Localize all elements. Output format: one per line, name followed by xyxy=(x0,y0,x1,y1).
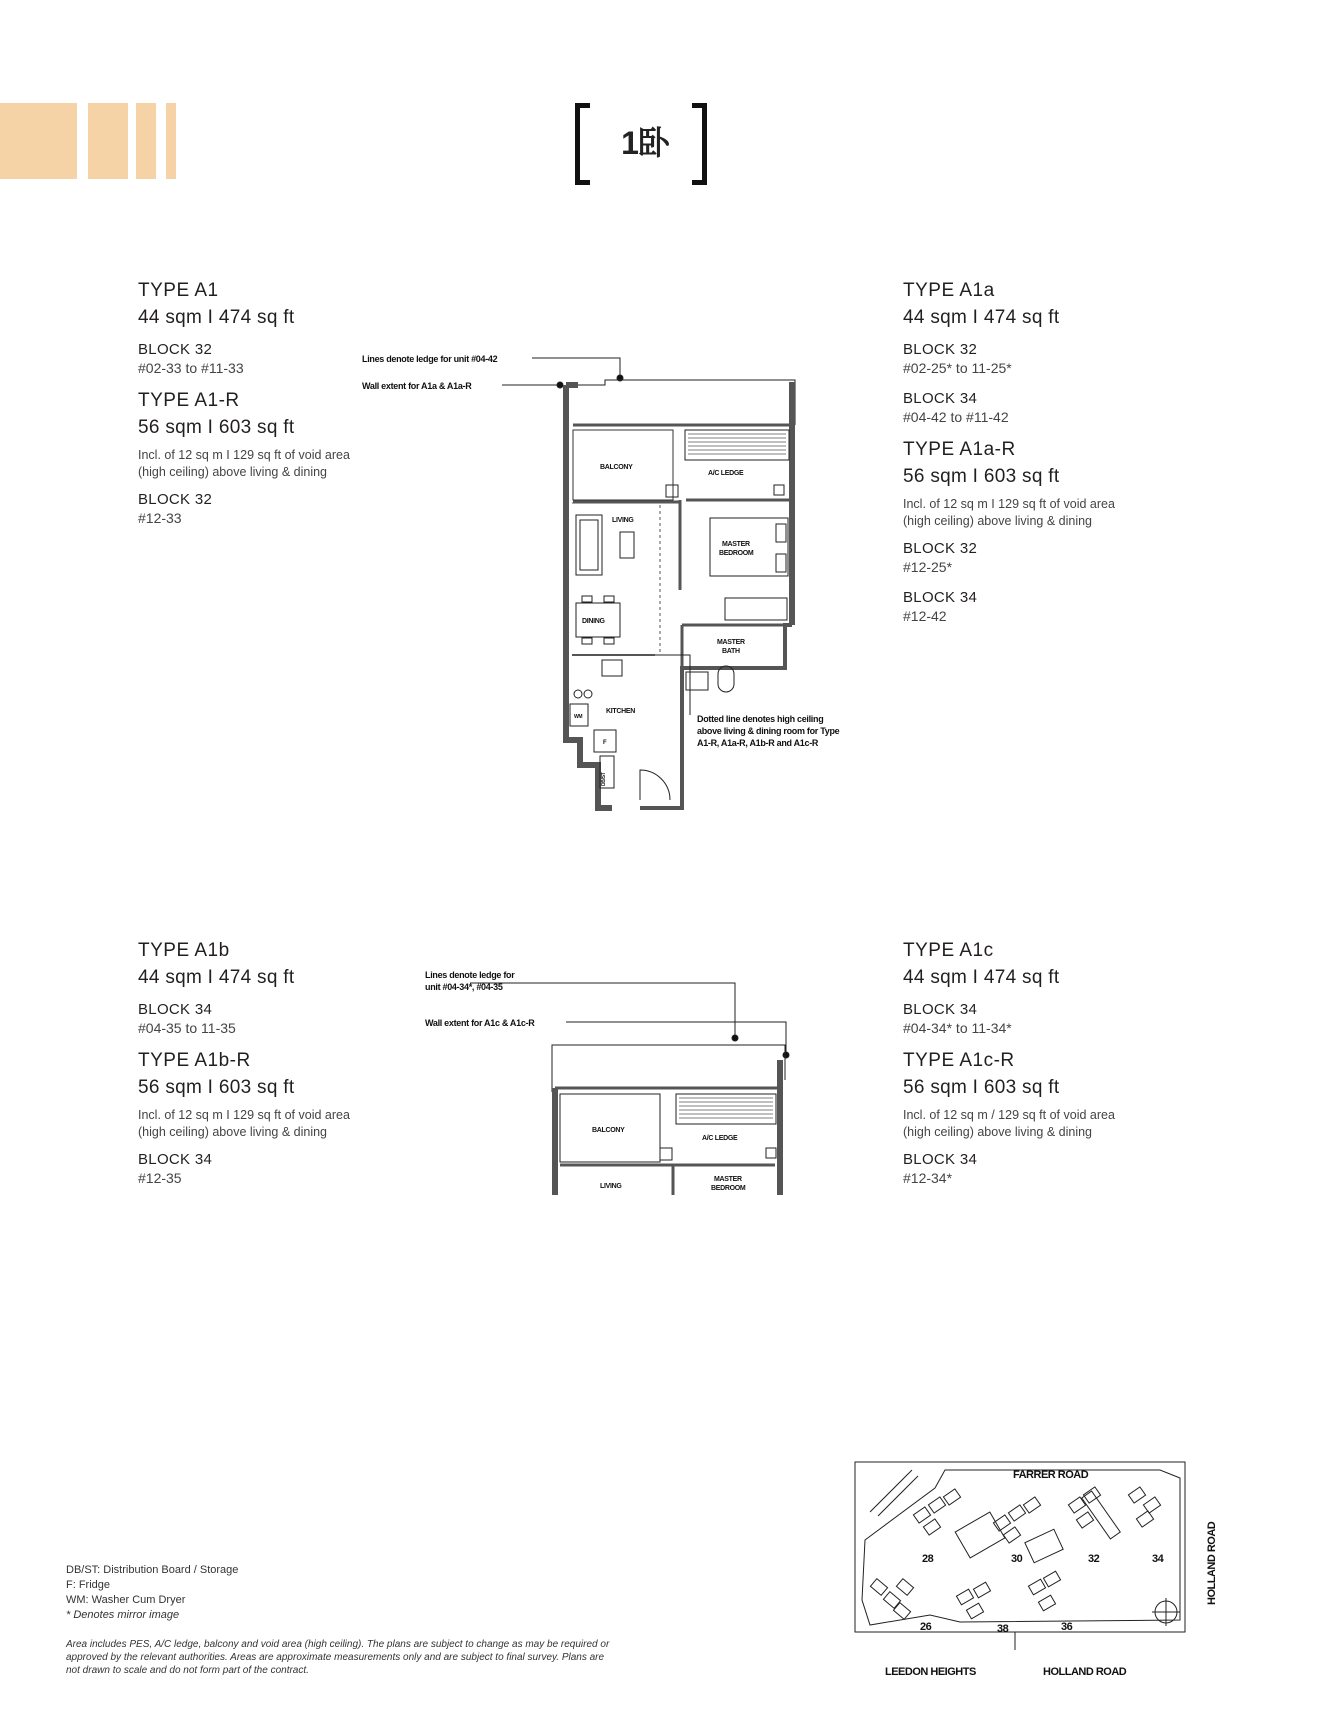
unit-area: 44 sqm I 474 sq ft xyxy=(138,307,295,328)
column-box xyxy=(660,1148,672,1160)
wall-note: Wall extent for A1a & A1a-R xyxy=(362,381,472,391)
ac-ledge-label: A/C LEDGE xyxy=(708,470,744,477)
road-holland-bottom: HOLLAND ROAD xyxy=(1043,1666,1127,1678)
unit-type: TYPE A1c xyxy=(903,940,994,961)
coffee-table xyxy=(620,532,634,558)
building-cluster-36 xyxy=(1028,1571,1060,1611)
unit-area-r: 56 sqm I 603 sq ft xyxy=(138,417,295,438)
legend-dbst: DB/ST: Distribution Board / Storage xyxy=(66,1564,239,1576)
pool xyxy=(1025,1529,1063,1562)
block-label: BLOCK 34 xyxy=(138,1151,213,1168)
block-label: BLOCK 34 xyxy=(903,390,978,407)
void-note-line: (high ceiling) above living & dining xyxy=(138,465,328,479)
disclaimer: Area includes PES, A/C ledge, balcony and void area (high ceiling). The plans are subject to change as may be required or approved by the relevant authorities. Areas are approximate measurements only and are subject to final survey. Plans are not drawn to scale and do not form part of the contract. xyxy=(66,1639,610,1676)
master-bedroom-label-2: BEDROOM xyxy=(719,550,754,557)
wardrobe xyxy=(725,598,787,620)
balcony-label: BALCONY xyxy=(592,1127,625,1134)
chair-4 xyxy=(604,638,614,644)
high-ceiling-dotted-line xyxy=(572,503,660,655)
kitchen-label: KITCHEN xyxy=(606,708,636,715)
wm-label: WM xyxy=(574,714,583,720)
block-number: 30 xyxy=(1011,1553,1023,1565)
pillow-top xyxy=(776,524,786,542)
master-bedroom-label-1: MASTER xyxy=(714,1176,742,1183)
balcony-label: BALCONY xyxy=(600,464,633,471)
unit-area-r: 56 sqm I 603 sq ft xyxy=(903,1077,1060,1098)
void-note-line: (high ceiling) above living & dining xyxy=(903,514,1093,528)
block-label: BLOCK 32 xyxy=(138,491,213,508)
chair-3 xyxy=(582,638,592,644)
legend-fridge: F: Fridge xyxy=(66,1579,111,1591)
master-bath-label-2: BATH xyxy=(722,648,740,655)
header-bar-1 xyxy=(0,103,77,179)
legend xyxy=(66,1563,238,1623)
wall-annotation-line xyxy=(566,1022,786,1055)
unit-range: #12-42 xyxy=(903,608,947,624)
block-number: 34 xyxy=(1152,1553,1164,1565)
unit-info-a1 xyxy=(138,280,350,540)
site-plan xyxy=(850,1450,1225,1690)
stove-2 xyxy=(584,690,592,698)
site-boundary xyxy=(862,1470,1180,1625)
building-cluster-32 xyxy=(1068,1487,1100,1528)
long-building xyxy=(1082,1491,1121,1539)
sofa-back xyxy=(580,520,598,570)
void-note-line: Incl. of 12 sq m / 129 sq ft of void area xyxy=(903,1108,1115,1122)
door-swing xyxy=(640,770,670,800)
clubhouse xyxy=(955,1512,1005,1558)
floor-plan-a1 xyxy=(350,345,910,815)
void-note xyxy=(138,1107,350,1141)
vanity xyxy=(686,672,708,690)
unit-range: #04-35 to 11-35 xyxy=(138,1020,236,1036)
void-note-line: Incl. of 12 sq m I 129 sq ft of void area xyxy=(903,497,1115,511)
unit-type: TYPE A1a xyxy=(903,280,995,301)
dotted-note-leader xyxy=(655,655,690,715)
unit-info-a1a xyxy=(903,280,1115,638)
living-label: LIVING xyxy=(612,517,634,524)
dotted-note-3: A1-R, A1a-R, A1b-R and A1c-R xyxy=(697,738,819,748)
ledge-note-1: Lines denote ledge for xyxy=(425,970,515,980)
road-farrer: FARRER ROAD xyxy=(1013,1469,1089,1481)
unit-type: TYPE A1 xyxy=(138,280,219,301)
ac-ledge-room xyxy=(676,1094,776,1124)
block-label: BLOCK 32 xyxy=(903,341,978,358)
ac-ledge-room xyxy=(685,430,789,460)
fridge-label: F xyxy=(603,740,607,746)
access-road-2 xyxy=(878,1476,918,1516)
unit-info-a1b xyxy=(138,940,350,1200)
building-cluster-26 xyxy=(870,1579,913,1620)
unit-type-r: TYPE A1a-R xyxy=(903,439,1016,460)
block-label: BLOCK 32 xyxy=(903,540,978,557)
unit-range: #12-25* xyxy=(903,559,953,575)
ledge-note: Lines denote ledge for unit #04-42 xyxy=(362,354,498,364)
ac-box xyxy=(766,1148,776,1158)
block-label: BLOCK 34 xyxy=(903,1001,978,1018)
stove-1 xyxy=(574,690,582,698)
unit-area: 44 sqm I 474 sq ft xyxy=(903,307,1060,328)
block-number: 38 xyxy=(997,1623,1009,1635)
ledge-marker xyxy=(732,1035,738,1041)
building-cluster-30 xyxy=(993,1497,1040,1543)
header-bar-3 xyxy=(136,103,156,179)
dotted-note-1: Dotted line denotes high ceiling xyxy=(697,714,824,724)
block-number: 28 xyxy=(922,1553,934,1565)
ac-box xyxy=(774,485,784,495)
pillow-bottom xyxy=(776,554,786,572)
block-number: 32 xyxy=(1088,1553,1100,1565)
ac-ledge-hatch xyxy=(679,1098,773,1118)
unit-area: 44 sqm I 474 sq ft xyxy=(138,967,295,988)
legend-wm: WM: Washer Cum Dryer xyxy=(66,1594,186,1606)
page-title: 1卧 xyxy=(621,125,669,161)
unit-range: #02-33 to #11-33 xyxy=(138,360,244,376)
block-label: BLOCK 34 xyxy=(903,589,978,606)
building-cluster-34 xyxy=(1128,1487,1160,1527)
unit-area-r: 56 sqm I 603 sq ft xyxy=(903,466,1060,487)
ac-ledge-label: A/C LEDGE xyxy=(702,1135,738,1142)
unit-type: TYPE A1b xyxy=(138,940,230,961)
wall-note: Wall extent for A1c & A1c-R xyxy=(425,1018,535,1028)
master-bedroom-label-2: BEDROOM xyxy=(711,1185,746,1192)
living-label: LIVING xyxy=(600,1183,622,1190)
block-number: 26 xyxy=(920,1621,932,1633)
sink xyxy=(602,660,622,676)
unit-info-a1c xyxy=(903,940,1115,1200)
unit-range: #04-42 to #11-42 xyxy=(903,409,1009,425)
master-bedroom-label-1: MASTER xyxy=(722,541,750,548)
void-note-line: (high ceiling) above living & dining xyxy=(903,1125,1093,1139)
dbst-label: DB/ST xyxy=(601,772,607,786)
void-note-line: Incl. of 12 sq m I 129 sq ft of void area xyxy=(138,448,350,462)
access-road-1 xyxy=(870,1470,912,1512)
unit-range: #12-34* xyxy=(903,1170,953,1186)
header-bar-2 xyxy=(88,103,128,179)
column-box xyxy=(666,485,678,497)
void-note xyxy=(903,496,1115,530)
unit-area-r: 56 sqm I 603 sq ft xyxy=(138,1077,295,1098)
road-holland-right: HOLLAND ROAD xyxy=(1206,1521,1218,1605)
unit-type-r: TYPE A1b-R xyxy=(138,1050,251,1071)
void-note xyxy=(138,447,350,481)
wall-marker xyxy=(557,382,563,388)
unit-range: #12-33 xyxy=(138,510,182,526)
unit-range: #04-34* to 11-34* xyxy=(903,1020,1012,1036)
block-label: BLOCK 32 xyxy=(138,341,213,358)
unit-range: #02-25* to 11-25* xyxy=(903,360,1012,376)
road-leedon: LEEDON HEIGHTS xyxy=(885,1666,976,1678)
master-bath-label-1: MASTER xyxy=(717,639,745,646)
chair-1 xyxy=(582,596,592,602)
ledge-annotation-line xyxy=(532,358,620,378)
ac-ledge-hatch xyxy=(688,434,786,454)
chair-2 xyxy=(604,596,614,602)
title-bracket-left xyxy=(575,103,590,185)
title-bracket-right xyxy=(692,103,707,185)
void-note-line: Incl. of 12 sq m I 129 sq ft of void area xyxy=(138,1108,350,1122)
void-note xyxy=(903,1107,1115,1141)
dotted-note-2: above living & dining room for Type xyxy=(697,726,840,736)
legend-mirror: * Denotes mirror image xyxy=(66,1609,180,1621)
ledge-annotation-line xyxy=(470,983,735,1038)
building-cluster-28 xyxy=(913,1489,960,1535)
block-label: BLOCK 34 xyxy=(138,1001,213,1018)
block-label: BLOCK 34 xyxy=(903,1151,978,1168)
wall-marker xyxy=(783,1052,789,1058)
building-cluster-38 xyxy=(956,1582,990,1619)
header-bar-4 xyxy=(166,103,176,179)
unit-type-r: TYPE A1c-R xyxy=(903,1050,1015,1071)
ledge-outline xyxy=(552,1045,785,1092)
floor-plan-a1b xyxy=(410,955,800,1195)
block-number: 36 xyxy=(1061,1621,1073,1633)
ledge-note-2: unit #04-34*, #04-35 xyxy=(425,982,503,992)
unit-range: #12-35 xyxy=(138,1170,182,1186)
ledge-outline xyxy=(566,380,795,425)
unit-type-r: TYPE A1-R xyxy=(138,390,240,411)
void-note-line: (high ceiling) above living & dining xyxy=(138,1125,328,1139)
unit-area: 44 sqm I 474 sq ft xyxy=(903,967,1060,988)
dining-label: DINING xyxy=(582,618,605,625)
